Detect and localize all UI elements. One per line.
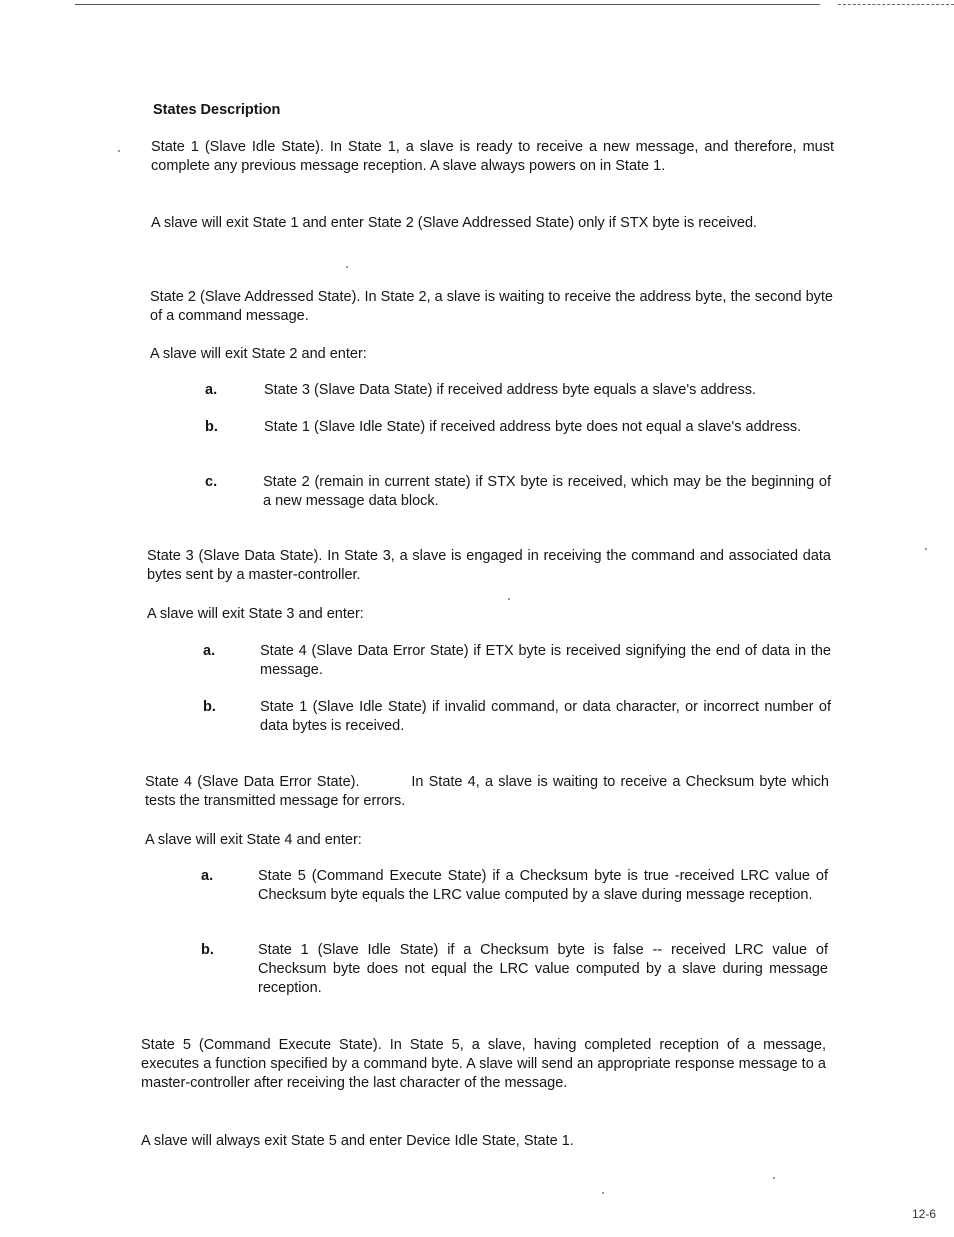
section-heading: States Description <box>153 102 281 118</box>
scan-speck <box>508 598 510 600</box>
scan-speck <box>773 1177 775 1179</box>
state-5-description: State 5 (Command Execute State). In State 5, a slave, having completed reception of a message, executes a function specified by a command byte. A slave will send an appropriate response message to a master-controller after receiving the last character of the message. <box>141 1037 826 1091</box>
state-2-item-c <box>205 473 835 513</box>
list-letter: a. <box>201 868 214 884</box>
list-text: State 1 (Slave Idle State) if received address byte does not equal a slave's address. <box>264 419 802 435</box>
state-2-description: State 2 (Slave Addressed State). In State 2, a slave is waiting to receive the address byte, the second byte of a command message. <box>150 289 833 324</box>
list-text: State 3 (Slave Data State) if received address byte equals a slave's address. <box>264 382 757 398</box>
list-text: State 5 (Command Execute State) if a Checksum byte is true -received LRC value of Checksum byte equals the LRC value computed by a slave during message reception. <box>258 868 828 903</box>
state-4-item-b <box>201 941 831 1001</box>
state-5-exit: A slave will always exit State 5 and enter Device Idle State, State 1. <box>141 1133 574 1149</box>
state-4-exit-intro: A slave will exit State 4 and enter: <box>145 832 362 848</box>
list-letter: a. <box>205 382 218 398</box>
state-4-item-a <box>201 867 831 927</box>
state-3-description: State 3 (Slave Data State). In State 3, a slave is engaged in receiving the command and associated data bytes sent by a master-controller. <box>147 548 831 583</box>
scan-speck <box>118 150 120 152</box>
scan-speck <box>925 548 927 550</box>
state-2-item-a <box>205 381 835 401</box>
list-text: State 1 (Slave Idle State) if invalid command, or data character, or incorrect number of data bytes is received. <box>260 699 831 734</box>
state-1-description: State 1 (Slave Idle State). In State 1, a slave is ready to receive a new message, and therefore, must complete any previous message reception. A slave always powers on in State 1. <box>151 139 834 174</box>
list-letter: a. <box>203 643 216 659</box>
state-4-description: State 4 (Slave Data Error State). In State 4, a slave is waiting to receive a Checksum byte which tests the transmitted message for errors. <box>145 774 834 809</box>
state-3-item-b <box>203 698 833 738</box>
list-text: State 4 (Slave Data Error State) if ETX byte is received signifying the end of data in the message. <box>260 643 831 678</box>
list-letter: b. <box>203 699 216 715</box>
scan-speck <box>602 1192 604 1194</box>
state-3-exit-intro: A slave will exit State 3 and enter: <box>147 606 364 622</box>
list-text: State 1 (Slave Idle State) if a Checksum byte is false -- received LRC value of Checksum byte does not equal the LRC value computed by a slave during message reception. <box>258 942 828 996</box>
list-letter: b. <box>201 942 214 958</box>
top-rule <box>75 4 820 5</box>
list-letter: c. <box>205 474 218 490</box>
top-rule-dashed <box>838 4 954 5</box>
scan-speck <box>346 266 348 268</box>
page-number: 12-6 <box>911 1207 936 1221</box>
list-text: State 2 (remain in current state) if STX byte is received, which may be the beginning of a new message data block. <box>263 474 831 509</box>
state-2-exit-intro: A slave will exit State 2 and enter: <box>150 346 367 362</box>
state-1-exit: A slave will exit State 1 and enter State 2 (Slave Addressed State) only if STX byte is received. <box>151 215 758 231</box>
state-2-item-b <box>205 418 835 458</box>
state-3-item-a <box>203 642 833 682</box>
list-letter: b. <box>205 419 218 435</box>
